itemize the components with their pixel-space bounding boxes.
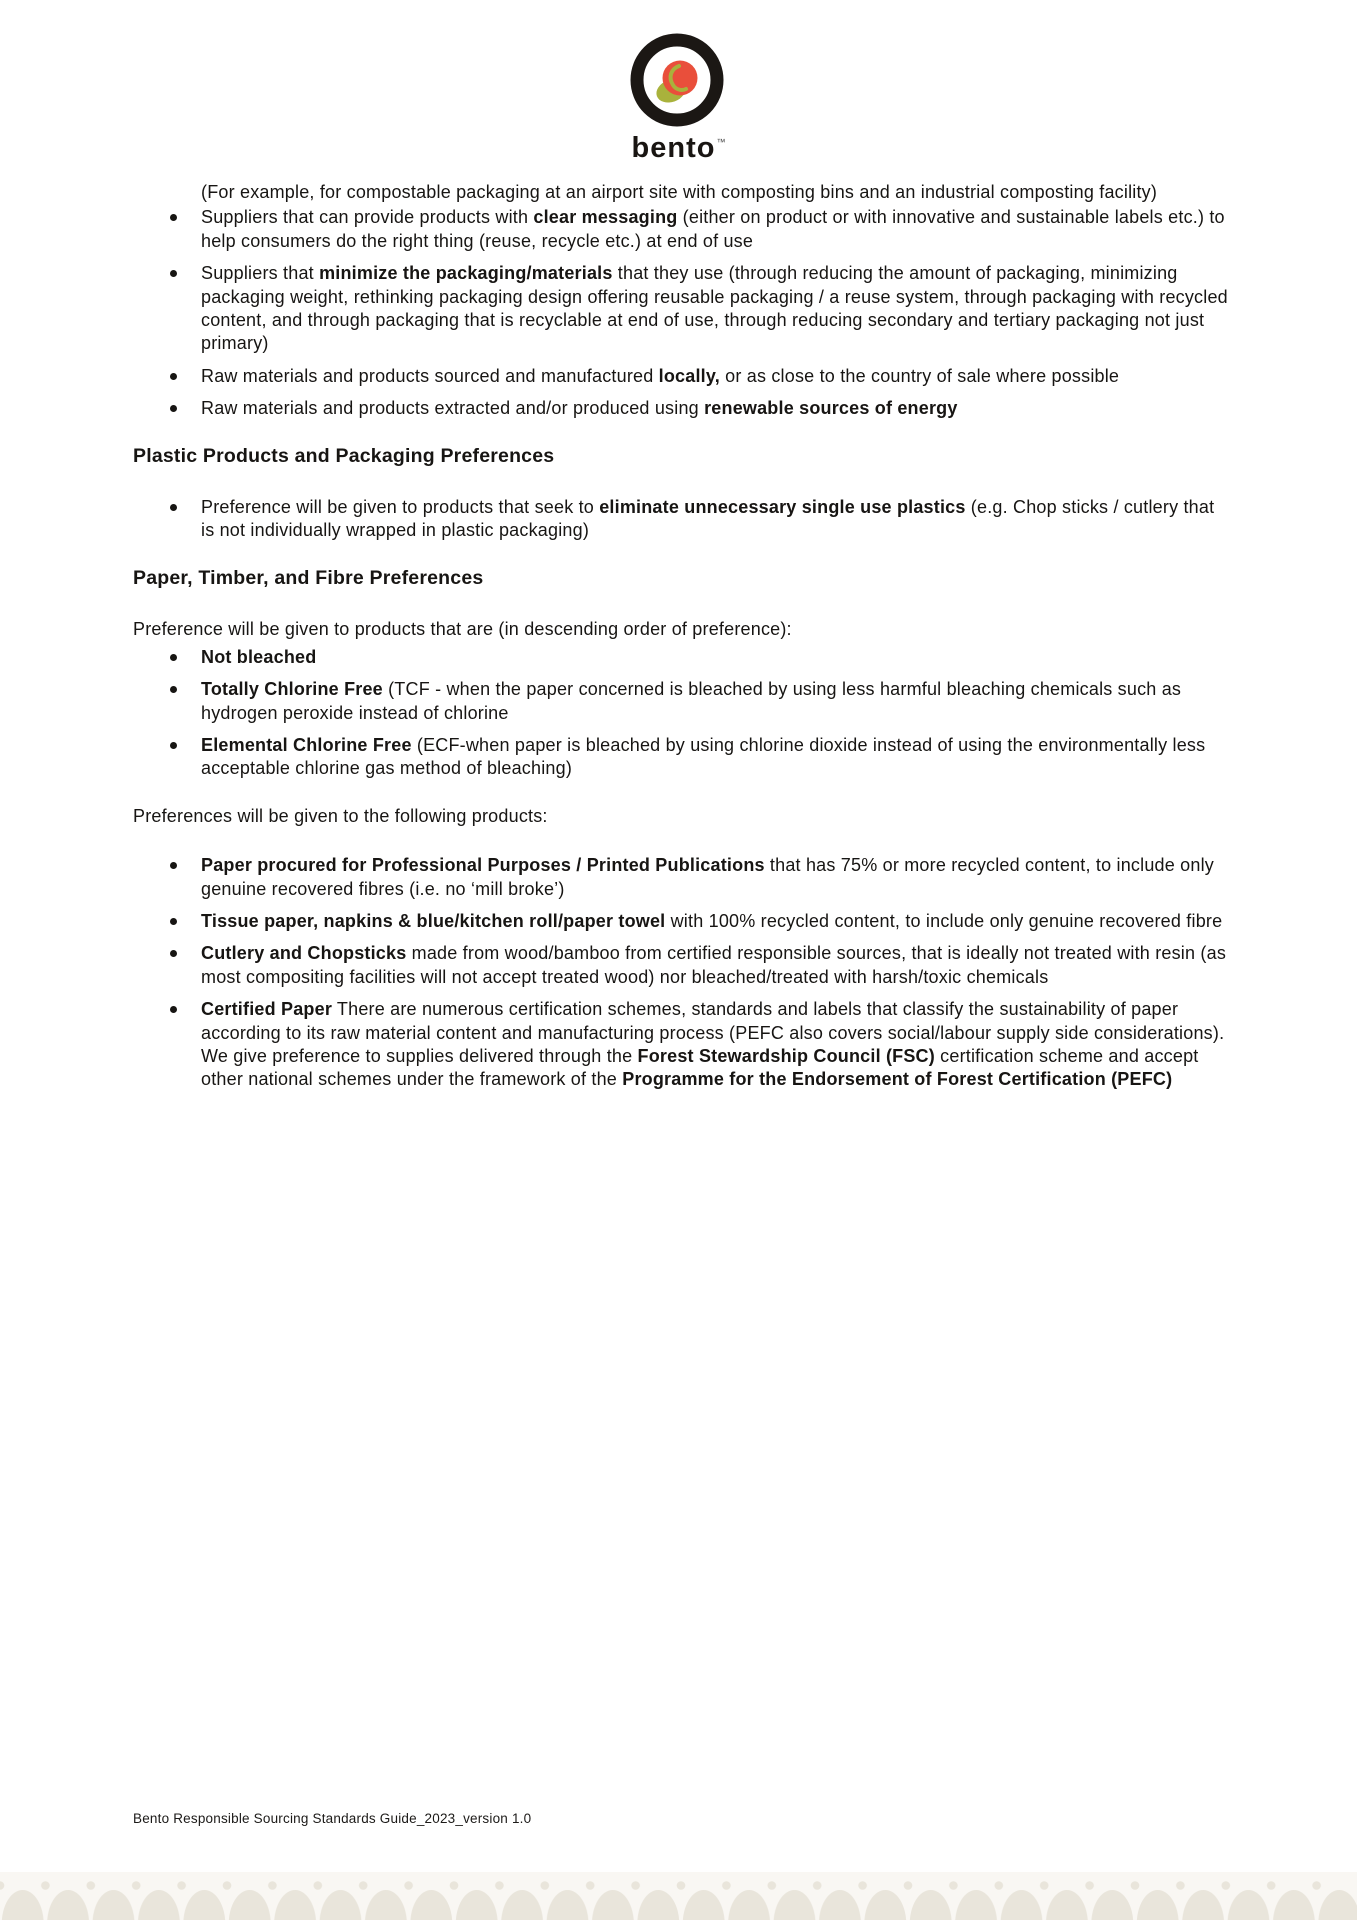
bullet-icon <box>170 918 177 925</box>
brand-wordmark: bento™ <box>631 132 727 164</box>
bullet-icon <box>170 742 177 749</box>
decorative-border <box>0 1872 1357 1920</box>
bullet-icon <box>170 214 177 221</box>
bullet-icon <box>170 654 177 661</box>
body-text: Preferences will be given to the following products: <box>133 805 548 826</box>
body-text: Preference will be given to products that seek to <box>201 497 600 518</box>
bold-text: Cutlery and Chopsticks <box>201 943 407 964</box>
body-text: Preference will be given to products that are (in descending order of preference): <box>133 619 792 640</box>
body-text: made from wood/bamboo from certified responsible sources, that is ideally not treated with resin (as most compositing facilities will not accept treated wood) nor bleached/treated with harsh/toxic chemicals <box>201 943 1227 987</box>
scallop-pattern <box>0 1872 1357 1920</box>
body-text: that has 75% or more recycled content, to include only genuine recovered fibres (i.e. no ‘mill broke’) <box>201 855 1214 899</box>
bold-text: Certified Paper <box>201 999 333 1020</box>
bullet-item <box>133 854 1228 901</box>
body-text: Suppliers that <box>201 263 320 284</box>
body-paragraph <box>133 618 1228 641</box>
bold-text: renewable sources of energy <box>704 398 958 419</box>
document-body <box>133 181 1228 1116</box>
footer-text: Bento Responsible Sourcing Standards Guide_2023_version 1.0 <box>133 1811 532 1826</box>
bullet-item <box>133 734 1228 781</box>
bullet-item <box>133 397 1228 420</box>
body-text: or as close to the country of sale where possible <box>719 365 1120 386</box>
bold-text: Programme for the Endorsement of Forest Certification (PEFC) <box>622 1069 1173 1090</box>
bullet-icon <box>170 686 177 693</box>
bold-text: minimize the packaging/materials <box>319 263 613 284</box>
bullet-item <box>133 206 1228 253</box>
bullet-icon <box>170 504 177 511</box>
bullet-icon <box>170 862 177 869</box>
bold-text: eliminate unnecessary single use plastics <box>599 497 966 518</box>
body-text: that they use (through reducing the amount of packaging, minimizing packaging weight, rethinking packaging design offering reusable packaging / a reuse system, through packaging with recycled content, and through packaging that is recyclable at end of use, through reducing secondary and tertiary packaging not just primary) <box>201 263 1228 354</box>
bullet-item <box>133 678 1228 725</box>
bullet-icon <box>170 270 177 277</box>
bento-logo <box>0 30 1357 163</box>
bold-text: Paper procured for Professional Purposes / Printed Publications <box>201 855 765 876</box>
bullet-list <box>133 496 1228 543</box>
bullet-icon <box>170 950 177 957</box>
bullet-item <box>133 942 1228 989</box>
bullet-item <box>133 365 1228 388</box>
body-text: Raw materials and products extracted and/or produced using <box>201 398 705 419</box>
bold-text: locally, <box>658 365 720 386</box>
body-text: (ECF-when paper is bleached by using chlorine dioxide instead of using the environmentally less acceptable chlorine gas method of bleaching) <box>201 734 1206 779</box>
body-text: (TCF - when the paper concerned is bleached by using less harmful bleaching chemicals such as hydrogen peroxide instead of chlorine <box>201 679 1182 723</box>
section-heading: Plastic Products and Packaging Preferences <box>133 444 555 467</box>
body-paragraph <box>133 805 1228 828</box>
bullet-item <box>133 646 1228 669</box>
body-text: (e.g. Chop sticks / cutlery that is not individually wrapped in plastic packaging) <box>201 497 1215 541</box>
trademark-mark: ™ <box>716 137 727 147</box>
body-text: with 100% recycled content, to include only genuine recovered fibre <box>665 910 1223 931</box>
body-text: Raw materials and products sourced and manufactured <box>201 365 659 386</box>
bold-text: Elemental Chlorine Free <box>201 734 412 755</box>
bullet-item <box>133 262 1228 356</box>
bold-text: Tissue paper, napkins & blue/kitchen roll/paper towel <box>201 910 666 931</box>
bullet-list <box>133 206 1228 420</box>
body-text: certification scheme and accept other national schemes under the framework of the <box>201 1045 1199 1090</box>
body-text: There are numerous certification schemes, standards and labels that classify the sustainability of paper according to its raw material content and manufacturing process (PEFC also covers social/labour supply side considerations). We give preference to supplies delivered through the <box>201 999 1225 1066</box>
bullet-list <box>133 646 1228 781</box>
body-text: Suppliers that can provide products with <box>201 207 534 228</box>
body-paragraph <box>201 181 1228 204</box>
bold-text: Forest Stewardship Council (FSC) <box>637 1045 935 1066</box>
bento-logo-icon <box>623 30 735 136</box>
bullet-item <box>133 496 1228 543</box>
body-text: (either on product or with innovative and sustainable labels etc.) to help consumers do the right thing (reuse, recycle etc.) at end of use <box>201 207 1225 251</box>
bold-text: Totally Chlorine Free <box>201 679 383 700</box>
bullet-list <box>133 854 1228 1092</box>
bullet-item <box>133 910 1228 933</box>
bold-text: clear messaging <box>533 207 678 228</box>
bullet-icon <box>170 1006 177 1013</box>
bold-text: Not bleached <box>201 646 317 667</box>
section-heading: Paper, Timber, and Fibre Preferences <box>133 566 484 589</box>
bullet-item <box>133 998 1228 1092</box>
bullet-icon <box>170 405 177 412</box>
body-text: (For example, for compostable packaging at an airport site with composting bins and an industrial composting facility) <box>201 182 1158 202</box>
bullet-icon <box>170 373 177 380</box>
